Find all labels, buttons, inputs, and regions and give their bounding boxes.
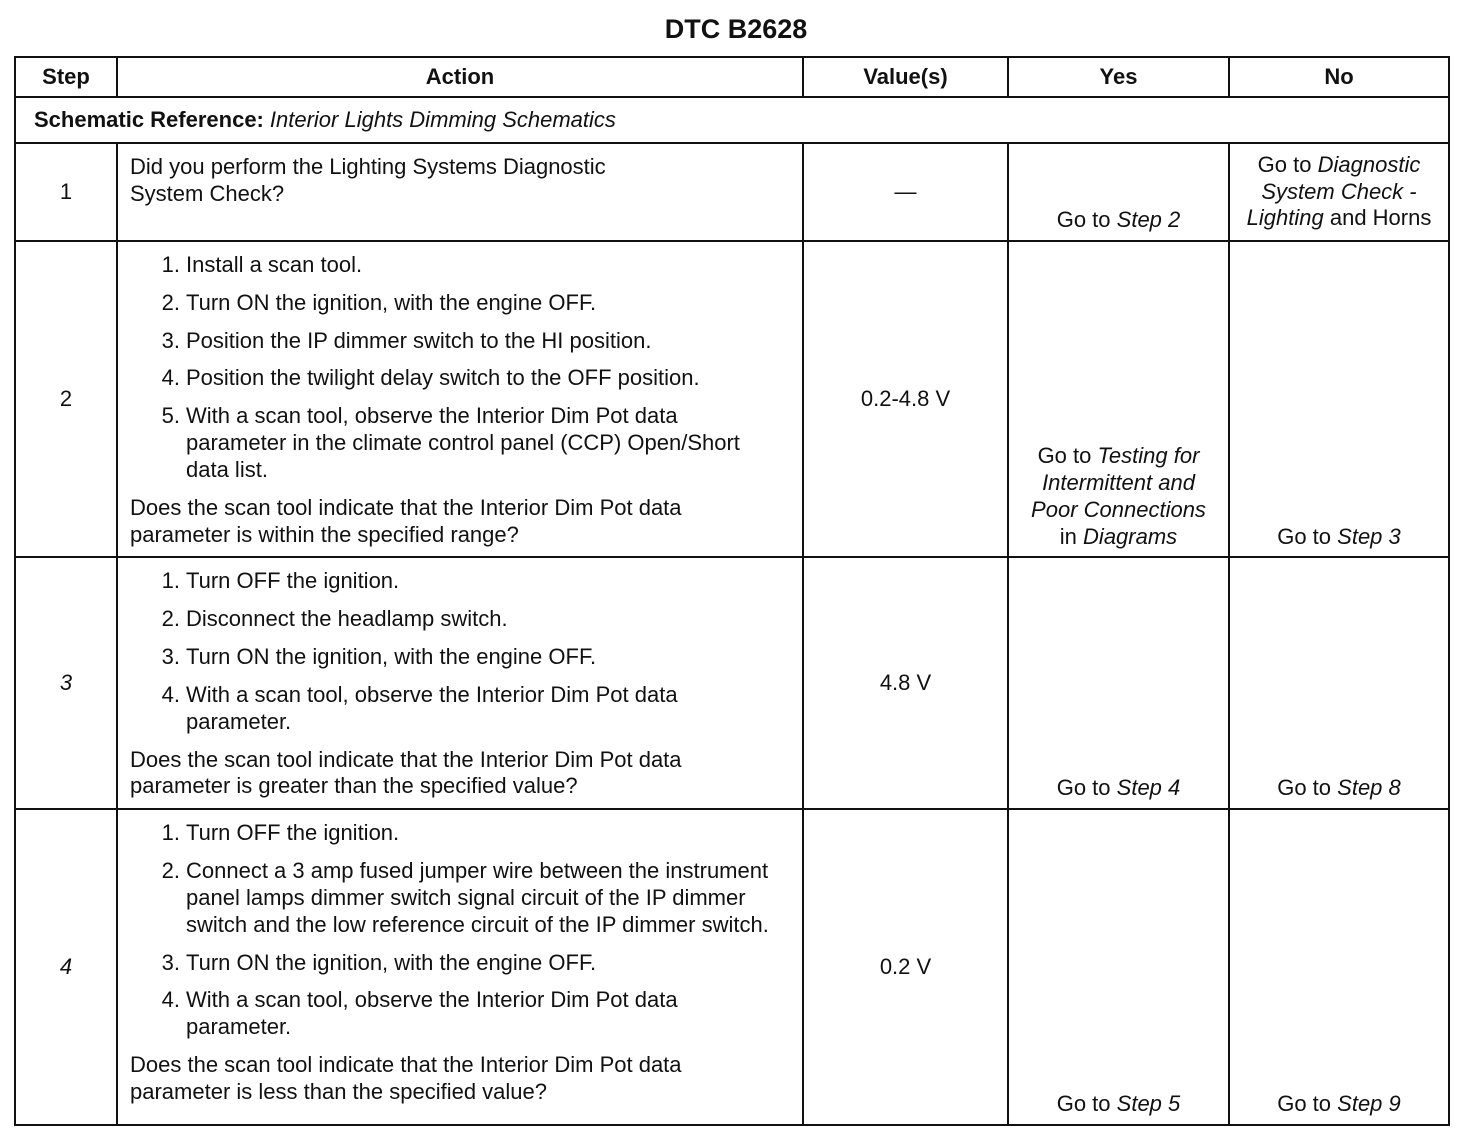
schematic-row — [15, 97, 1449, 143]
step-number: 4 — [15, 809, 117, 1125]
no-suffix: and Horns — [1329, 205, 1432, 231]
action-question: Does the scan tool indicate that the Interior Dim Pot data parameter is within the specified range? — [130, 494, 682, 547]
table-row — [15, 557, 1449, 809]
action-question: Does the scan tool indicate that the Interior Dim Pot data parameter is less than the specified value? — [130, 1052, 682, 1104]
no-link[interactable]: Step 9 — [1337, 1091, 1401, 1117]
list-item: 3. Turn ON the ignition, with the engine OFF. — [161, 644, 597, 670]
goto-text: Go to — [1277, 1091, 1332, 1117]
list-item: 1. Turn OFF the ignition. — [161, 568, 400, 594]
value-cell: 4.8 V — [803, 557, 1008, 809]
no-link[interactable]: Step 3 — [1337, 523, 1401, 549]
header-values: Value(s) — [803, 57, 1008, 97]
goto-text: Go to — [1277, 775, 1332, 801]
list-item: 4. With a scan tool, observe the Interior Dim Pot data parameter. — [161, 681, 678, 734]
yes-cell — [1008, 143, 1229, 241]
action-cell — [117, 557, 803, 809]
goto-text: Go to — [1277, 523, 1332, 549]
goto-text: Go to — [1257, 151, 1312, 177]
action-question: Did you perform the Lighting Systems Diagnostic System Check? — [130, 154, 606, 206]
table-row — [15, 809, 1449, 1125]
no-cell — [1229, 241, 1449, 557]
schematic-reference — [15, 97, 1449, 143]
list-item: 4. With a scan tool, observe the Interior Dim Pot data parameter. — [161, 987, 678, 1040]
value-cell: 0.2 V — [803, 809, 1008, 1125]
action-cell — [117, 143, 803, 241]
action-steps — [130, 568, 778, 735]
no-cell — [1229, 809, 1449, 1125]
yes-link[interactable]: Step 2 — [1116, 207, 1181, 233]
step-number: 2 — [15, 241, 117, 557]
list-item: 2. Disconnect the headlamp switch. — [161, 606, 508, 632]
value-cell: — — [803, 143, 1008, 241]
header-row — [15, 57, 1449, 97]
action-steps — [130, 252, 778, 484]
list-item: 4. Position the twilight delay switch to the OFF position. — [161, 365, 700, 391]
step-number: 3 — [15, 557, 117, 809]
list-item: 1. Install a scan tool. — [161, 252, 363, 277]
page-title: DTC B2628 — [664, 14, 808, 44]
list-item: 1. Turn OFF the ignition. — [161, 820, 400, 846]
yes-link[interactable]: Step 5 — [1116, 1091, 1181, 1117]
table-row — [15, 143, 1449, 241]
list-item: 3. Turn ON the ignition, with the engine OFF. — [161, 949, 597, 975]
yes-link-2[interactable]: Diagrams — [1083, 523, 1178, 549]
table-row — [15, 241, 1449, 557]
header-no: No — [1229, 57, 1449, 97]
header-action: Action — [117, 57, 803, 97]
list-item: 5. With a scan tool, observe the Interior Dim Pot data parameter in the climate control panel (CCP) Open/Short data list. — [161, 403, 740, 482]
schematic-link[interactable]: Interior Lights Dimming Schematics — [269, 106, 616, 132]
goto-text: Go to — [1037, 443, 1092, 469]
goto-text: Go to — [1056, 1091, 1111, 1117]
action-cell — [117, 809, 803, 1125]
yes-mid: in — [1059, 523, 1077, 549]
no-cell — [1229, 143, 1449, 241]
step-number: 1 — [15, 143, 117, 241]
schematic-label: Schematic Reference: — [34, 106, 264, 132]
no-link[interactable]: Step 8 — [1337, 775, 1401, 801]
yes-link[interactable]: Step 4 — [1116, 775, 1181, 801]
no-link[interactable]: Diagnostic System Check - Lighting — [1246, 151, 1421, 231]
yes-cell — [1008, 809, 1229, 1125]
action-steps — [130, 820, 778, 1041]
header-yes: Yes — [1008, 57, 1229, 97]
goto-text: Go to — [1056, 207, 1111, 233]
header-step: Step — [15, 57, 117, 97]
list-item: 3. Position the IP dimmer switch to the HI position. — [161, 327, 652, 353]
yes-link[interactable]: Testing for Intermittent and Poor Connections — [1031, 443, 1206, 522]
diagnostic-table — [14, 56, 1450, 1126]
yes-cell — [1008, 241, 1229, 557]
no-cell — [1229, 557, 1449, 809]
value-cell: 0.2-4.8 V — [803, 241, 1008, 557]
goto-text: Go to — [1056, 775, 1111, 801]
list-item: 2. Connect a 3 amp fused jumper wire between the instrument panel lamps dimmer switch signal circuit of the IP dimmer switch and the low reference circuit of the IP dimmer switch. — [161, 858, 769, 937]
action-cell — [117, 241, 803, 557]
yes-cell — [1008, 557, 1229, 809]
list-item: 2. Turn ON the ignition, with the engine OFF. — [161, 289, 597, 315]
action-question: Does the scan tool indicate that the Interior Dim Pot data parameter is greater than the specified value? — [130, 746, 682, 799]
